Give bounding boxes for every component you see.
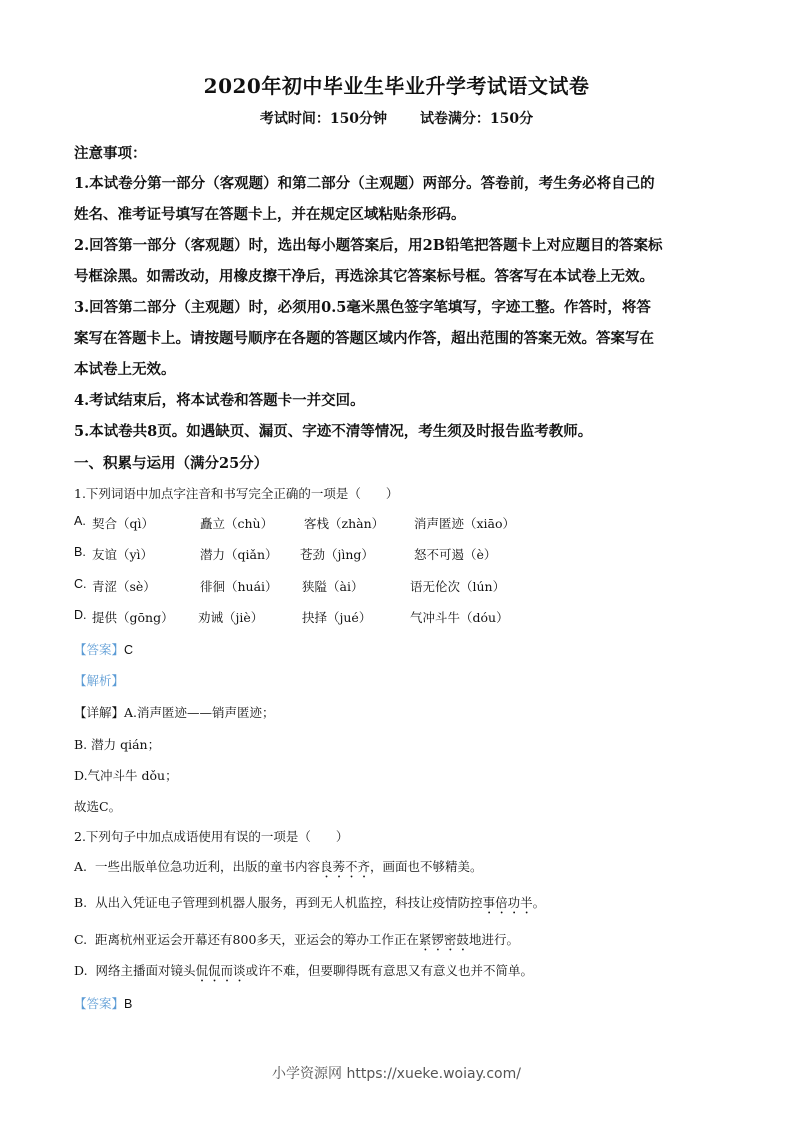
question-2-option-b [74, 893, 545, 917]
notice-line: 案写在答题卡上。请按题号顺序在各题的答题区域内作答，超出范围的答案无效。答案写在 [74, 330, 654, 347]
detail-line: 故选C。 [74, 799, 122, 814]
option-item: 消声匿迹（xiāo） [414, 516, 516, 531]
option-item: 劝诫（jiè） [198, 610, 264, 625]
option-item: 矗立（chù） [200, 516, 274, 531]
footer-watermark: 小学资源网 https://xueke.woiay.com/ [272, 1066, 521, 1082]
option-item: 客栈（zhàn） [304, 516, 385, 531]
option-item: 提供（gōng） [92, 610, 174, 625]
option-label: D. [74, 608, 87, 622]
answer-label: 【答案】 [74, 996, 125, 1011]
exam-subtitle [0, 108, 793, 128]
notice-line: 5.本试卷共8页。如遇缺页、漏页、字迹不清等情况，考生须及时报告监考教师。 [74, 423, 593, 440]
exam-full-score: 试卷满分：150分 [419, 111, 534, 127]
option-text: 网络主播面对镜头 [95, 963, 196, 978]
option-label: A. [74, 514, 86, 528]
analysis-label: 【解析】 [74, 673, 125, 688]
notice-line: 1.本试卷分第一部分（客观题）和第二部分（主观题）两部分。答卷前，考生务必将自己的 [74, 175, 655, 192]
answer-label: 【答案】 [74, 642, 125, 657]
option-text: 或许不难，但要聊得既有意思又有意义也并不简单。 [245, 963, 534, 978]
option-item: 怒不可遏（è） [414, 547, 497, 562]
option-item: 契合（qì） [92, 516, 154, 531]
exam-time: 考试时间：150分钟 [259, 111, 388, 127]
option-text: 。 [532, 895, 546, 910]
option-idiom: 侃侃而谈 [195, 963, 246, 978]
option-item: 青涩（sè） [92, 579, 156, 594]
option-label: B. [74, 895, 88, 910]
question-2-option-c [74, 930, 519, 954]
option-item: 气冲斗牛（dóu） [410, 610, 509, 625]
section-heading: 一、积累与运用（满分25分） [74, 455, 269, 472]
option-item: 语无伦次（lún） [410, 579, 506, 594]
question-1-detail [74, 703, 275, 721]
option-text: 从出入凭证电子管理到机器人服务，再到无人机监控，科技让疫情防控 [95, 895, 483, 910]
detail-line: B. 潜力 qián； [74, 737, 161, 752]
question-1-analysis [74, 671, 124, 689]
notice-line: 号框涂黑。如需改动，用橡皮擦干净后，再选涂其它答案标号框。答客写在本试卷上无效。 [74, 268, 654, 285]
exam-title: 2020年初中毕业生毕业升学考试语文试卷 [203, 74, 590, 98]
option-text: 距离杭州亚运会开幕还有800多天，亚运会的筹办工作正在 [95, 932, 419, 947]
answer-value: B [124, 997, 133, 1011]
notice-line: 3.回答第二部分（主观题）时，必须用0.5毫米黑色签字笔填写，字迹工整。作答时，将答 [74, 299, 651, 316]
option-item: 苍劲（jìng） [300, 547, 374, 562]
option-idiom: 事倍功半 [482, 895, 533, 910]
option-item: 抉择（jué） [302, 610, 372, 625]
option-label: C. [74, 577, 87, 591]
option-label: B. [74, 545, 86, 559]
question-2-option-d [74, 961, 533, 985]
question-2-option-a [74, 857, 483, 881]
detail-line: D.气冲斗牛 dǒu； [74, 768, 178, 783]
question-2-answer [74, 994, 132, 1012]
option-idiom: 紧锣密鼓 [418, 932, 469, 947]
option-item: 友谊（yì） [92, 547, 154, 562]
option-text: 地进行。 [468, 932, 519, 947]
notice-heading: 注意事项： [74, 145, 147, 162]
notice-line: 2.回答第一部分（客观题）时，选出每小题答案后，用2B铅笔把答题卡上对应题目的答案标 [74, 237, 663, 254]
detail-label: 【详解】 [74, 705, 125, 720]
option-item: 潜力（qiǎn） [200, 547, 278, 562]
notice-line: 本试卷上无效。 [74, 361, 176, 378]
answer-value: C [124, 643, 134, 657]
option-item: 狭隘（ài） [302, 579, 364, 594]
option-idiom: 良莠不齐 [319, 859, 370, 874]
question-1-stem: 1.下列词语中加点字注音和书写完全正确的一项是（ ） [74, 486, 399, 501]
option-label: A. [74, 859, 88, 874]
detail-line: A.消声匿迹——销声匿迹； [124, 705, 275, 720]
question-1-answer [74, 640, 133, 658]
notice-line: 姓名、准考证号填写在答题卡上，并在规定区域粘贴条形码。 [74, 206, 466, 223]
option-label: C. [74, 932, 88, 947]
option-text: ，画面也不够精美。 [370, 859, 483, 874]
notice-line: 4.考试结束后，将本试卷和答题卡一并交回。 [74, 392, 365, 409]
question-2-stem: 2.下列句子中加点成语使用有误的一项是（ ） [74, 829, 349, 844]
option-text: 一些出版单位急功近利，出版的童书内容 [94, 859, 320, 874]
option-label: D. [74, 963, 88, 978]
option-item: 徘徊（huái） [200, 579, 278, 594]
